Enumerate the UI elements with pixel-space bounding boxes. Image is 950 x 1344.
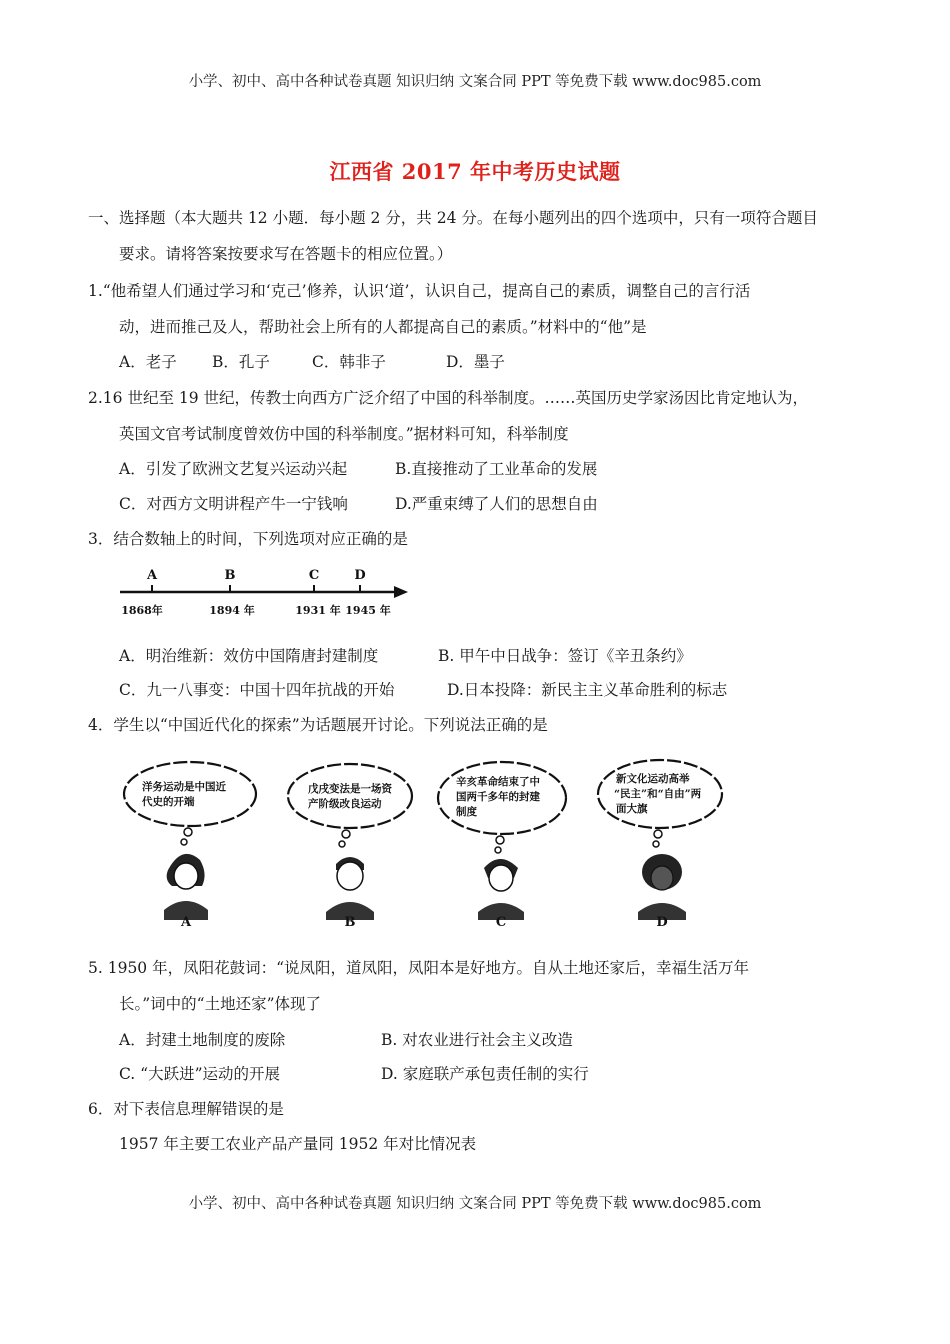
timeline-label-b: B [224, 568, 236, 583]
speech-bubble-a [124, 762, 256, 826]
student-d [598, 760, 722, 930]
q1-option-d[interactable]: D．墨子 [446, 353, 505, 371]
bubble-c-line3: 制度 [456, 806, 477, 818]
bubble-b-line1: 戊戌变法是一场资 [308, 783, 392, 795]
timeline-year-1931: 1931 年 [295, 604, 341, 617]
student-b-face-icon [337, 862, 363, 890]
section-intro-line2: 要求。请将答案按要求写在答题卡的相应位置。） [119, 245, 453, 263]
q1-option-a[interactable]: A．老子 [119, 353, 177, 371]
student-a [124, 762, 256, 930]
student-d-label: D [656, 915, 668, 930]
q5-stem-line2: 长。”词中的“土地还家”体现了 [119, 995, 322, 1013]
q3-timeline [112, 560, 422, 622]
q3-option-d[interactable]: D.日本投降：新民主主义革命胜利的标志 [447, 681, 728, 699]
page-header: 小学、初中、高中各种试卷真题 知识归纳 文案合同 PPT 等免费下载 www.doc985.com [188, 74, 762, 90]
q5-option-b[interactable]: B. 对农业进行社会主义改造 [381, 1031, 573, 1049]
bubble-d-line2: “民主”和“自由”两 [614, 788, 702, 800]
bubble-b-line2: 产阶级改良运动 [308, 798, 382, 810]
q5-option-d[interactable]: D. 家庭联产承包责任制的实行 [381, 1065, 589, 1083]
q1-option-b[interactable]: B．孔子 [212, 353, 270, 371]
timeline-year-1945: 1945 年 [345, 604, 391, 617]
student-b-label: B [344, 915, 356, 930]
q2-stem-line1: 2.16 世纪至 19 世纪，传教士向西方广泛介绍了中国的科举制度。……英国历史学家汤因比肯定地认为， [88, 389, 809, 407]
q3-stem: 3．结合数轴上的时间，下列选项对应正确的是 [88, 530, 408, 548]
student-c-face-icon [489, 865, 513, 891]
q1-option-c[interactable]: C．韩非子 [312, 353, 386, 371]
q1-stem-line1: 1.“他希望人们通过学习和‘克己’修养，认识‘道’，认识自己，提高自己的素质，调整自己的言行活 [88, 282, 751, 300]
q5-stem-line1: 5. 1950 年，凤阳花鼓词：“说凤阳，道凤阳，凤阳本是好地方。自从土地还家后，幸福生活万年 [88, 959, 750, 977]
q5-option-a[interactable]: A．封建土地制度的废除 [119, 1031, 286, 1049]
q3-option-a[interactable]: A．明治维新：效仿中国隋唐封建制度 [119, 647, 379, 665]
page-footer: 小学、初中、高中各种试卷真题 知识归纳 文案合同 PPT 等免费下载 www.doc985.com [188, 1196, 762, 1212]
student-b [288, 764, 412, 930]
q2-option-a[interactable]: A．引发了欧洲文艺复兴运动兴起 [119, 460, 348, 478]
q6-stem: 6．对下表信息理解错误的是 [88, 1100, 284, 1118]
timeline-year-1894: 1894 年 [209, 604, 255, 617]
bubble-a-line2: 代史的开端 [142, 796, 195, 808]
q4-stem: 4．学生以“中国近代化的探索”为话题展开讨论。下列说法正确的是 [88, 716, 548, 734]
bubble-d-line3: 面大旗 [616, 803, 648, 815]
timeline-label-a: A [146, 568, 158, 583]
q2-option-d[interactable]: D.严重束缚了人们的思想自由 [395, 495, 598, 513]
page-title: 江西省 2017 年中考历史试题 [329, 159, 621, 184]
q5-option-c[interactable]: C. “大跃进”运动的开展 [119, 1065, 281, 1083]
q2-option-b[interactable]: B.直接推动了工业革命的发展 [395, 460, 598, 478]
q2-stem-line2: 英国文官考试制度曾效仿中国的科举制度。”据材料可知，科举制度 [119, 425, 569, 443]
q2-option-c[interactable]: C．对西方文明讲程产牛一宁钱响 [119, 495, 348, 513]
timeline-year-1868: 1868年 [121, 604, 163, 617]
q3-option-b[interactable]: B. 甲午中日战争：签订《辛丑条约》 [438, 647, 692, 665]
bubble-c-line2: 国两千多年的封建 [456, 791, 540, 803]
q3-option-c[interactable]: C．九一八事变：中国十四年抗战的开始 [119, 681, 395, 699]
bubble-d-line1: 新文化运动高举 [616, 773, 690, 785]
q6-table-caption: 1957 年主要工农业产品产量同 1952 年对比情况表 [119, 1135, 477, 1153]
student-d-face-icon [651, 866, 673, 890]
timeline-arrow-icon [394, 586, 408, 598]
timeline-label-d: D [354, 568, 366, 583]
student-c-label: C [495, 915, 507, 930]
section-intro-line1: 一、选择题（本大题共 12 小题．每小题 2 分，共 24 分。在每小题列出的四个选项中，只有一项符合题目 [88, 209, 818, 227]
bubble-a-line1: 洋务运动是中国近 [142, 781, 226, 793]
timeline-label-c: C [308, 568, 320, 583]
q4-cartoon-panel [110, 752, 730, 937]
student-a-face-icon [174, 863, 198, 889]
q1-stem-line2: 动，进而推己及人，帮助社会上所有的人都提高自己的素质。”材料中的“他”是 [119, 318, 647, 336]
speech-bubble-b [288, 764, 412, 828]
student-c [438, 762, 566, 930]
student-a-label: A [180, 915, 192, 930]
bubble-c-line1: 辛亥革命结束了中 [456, 776, 540, 788]
